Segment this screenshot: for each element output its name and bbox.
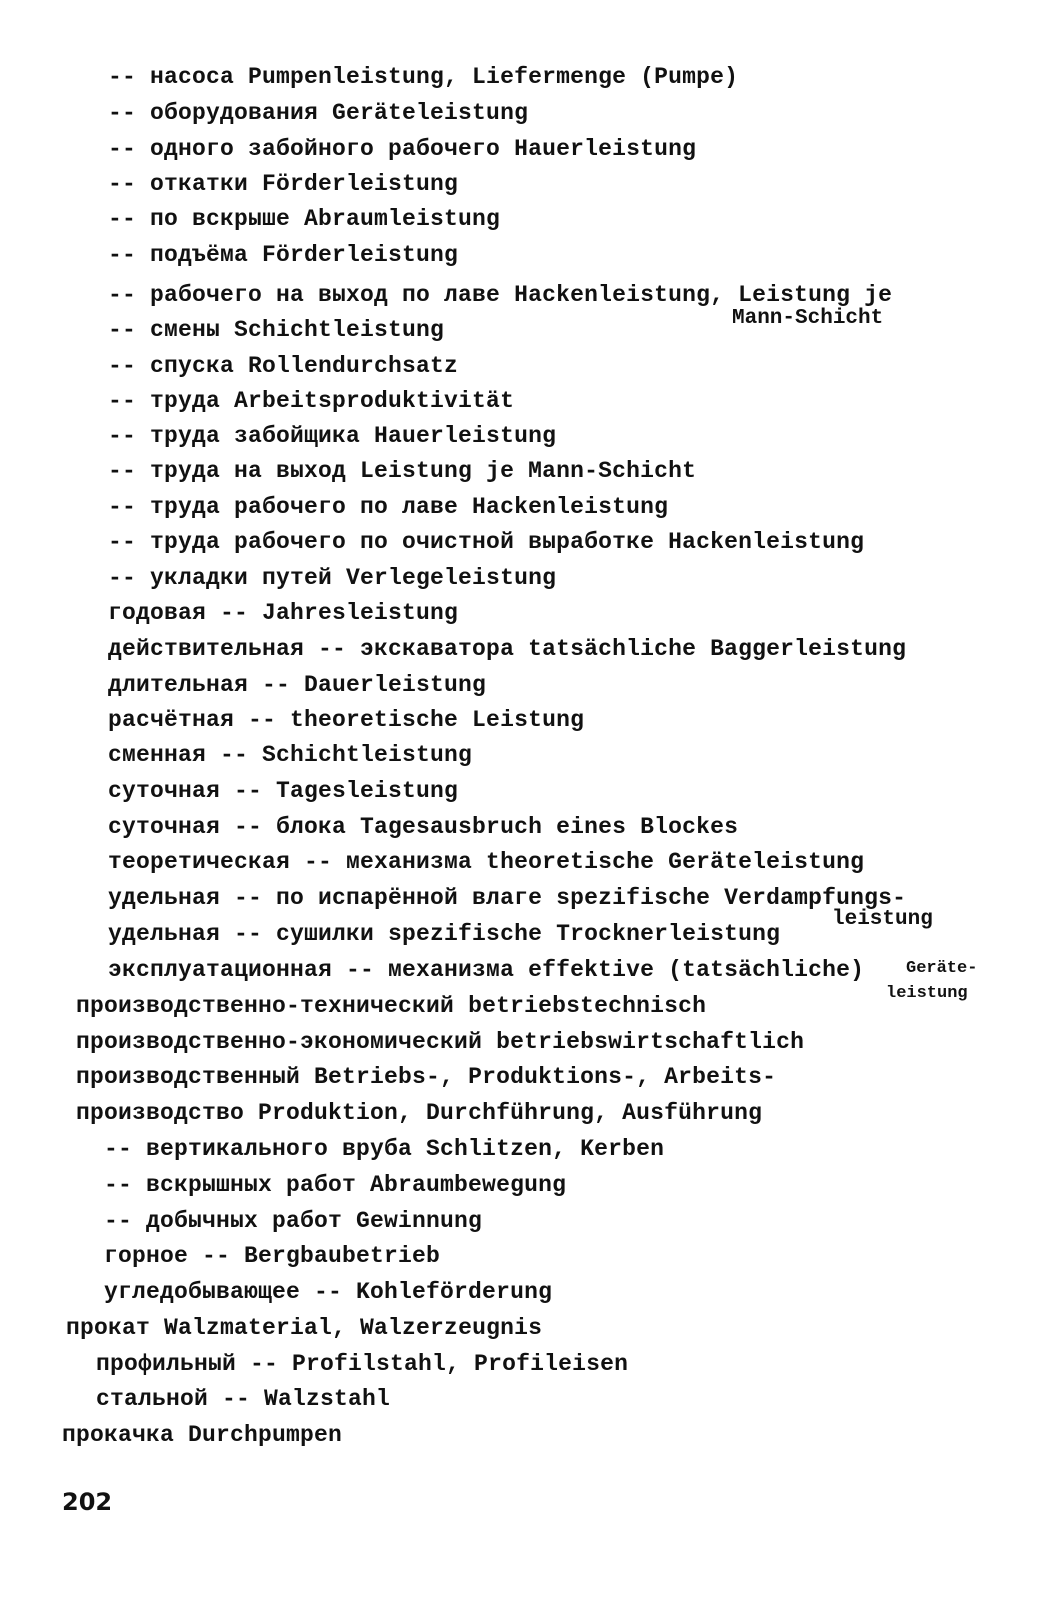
page-number: 202 <box>62 1488 113 1516</box>
continuation-note: Geräte- <box>906 959 978 978</box>
entry-line: удельная -- сушилки spezifische Trocknerleistung <box>108 921 781 947</box>
entry-line: -- добычных работ Gewinnung <box>104 1208 483 1234</box>
entry-line: сменная -- Schichtleistung <box>108 742 473 768</box>
entry-line: -- труда Arbeitsproduktivität <box>108 388 515 414</box>
entry-line: -- оборудования Geräteleistung <box>108 100 529 126</box>
entry-line: суточная -- Tagesleistung <box>108 778 459 804</box>
entry-line: -- спуска Rollendurchsatz <box>108 353 459 379</box>
entry-line: -- насоса Pumpenleistung, Liefermenge (Pumpe) <box>108 64 739 90</box>
entry-line: -- подъёма Förderleistung <box>108 242 459 268</box>
entry-line: производственный Betriebs-, Produktions-, Arbeits- <box>76 1064 777 1090</box>
entry-line: -- одного забойного рабочего Hauerleistung <box>108 136 697 162</box>
entry-line: расчётная -- theoretische Leistung <box>108 707 585 733</box>
entry-line: производственно-экономический betriebswirtschaftlich <box>76 1029 805 1055</box>
entry-line: -- вертикального вруба Schlitzen, Kerben <box>104 1136 665 1162</box>
entry-line: прокат Walzmaterial, Walzerzeugnis <box>66 1315 543 1341</box>
entry-line: годовая -- Jahresleistung <box>108 600 459 626</box>
entry-line: стальной -- Walzstahl <box>96 1386 391 1412</box>
entry-line: -- труда рабочего по лаве Hackenleistung <box>108 494 669 520</box>
entry-line: теоретическая -- механизма theoretische Geräteleistung <box>108 849 865 875</box>
entry-line: -- смены Schichtleistung <box>108 317 445 343</box>
entry-line: -- откатки Förderleistung <box>108 171 459 197</box>
entry-line: производственно-технический betriebstechnisch <box>76 993 707 1019</box>
entry-line: профильный -- Profilstahl, Profileisen <box>96 1351 629 1377</box>
entry-line: производство Produktion, Durchführung, Ausführung <box>76 1100 763 1126</box>
entry-line: -- вскрышных работ Abraumbewegung <box>104 1172 567 1198</box>
entry-line: удельная -- по испарённой влаге spezifische Verdampfungs- <box>108 885 907 911</box>
entry-line: -- по вскрыше Abraumleistung <box>108 206 501 232</box>
entry-line: -- труда рабочего по очистной выработке Hackenleistung <box>108 529 865 555</box>
entry-line: -- укладки путей Verlegeleistung <box>108 565 557 591</box>
entry-line: угледобывающее -- Kohleförderung <box>104 1279 553 1305</box>
entry-line: суточная -- блока Tagesausbruch eines Blockes <box>108 814 739 840</box>
entry-line: -- труда забойщика Hauerleistung <box>108 423 557 449</box>
continuation-note: leistung <box>886 984 968 1003</box>
entry-line: горное -- Bergbaubetrieb <box>104 1243 441 1269</box>
continuation-note: Mann-Schicht <box>732 307 884 330</box>
continuation-note: leistung <box>832 908 933 931</box>
entry-line: длительная -- Dauerleistung <box>108 672 487 698</box>
entry-line: эксплуатационная -- механизма effektive (tatsächliche) <box>108 957 865 983</box>
entry-line: прокачка Durchpumpen <box>62 1422 343 1448</box>
entry-line: -- рабочего на выход по лаве Hackenleistung, Leistung je <box>108 282 893 308</box>
entry-line: -- труда на выход Leistung je Mann-Schicht <box>108 458 697 484</box>
entry-line: действительная -- экскаватора tatsächliche Baggerleistung <box>108 636 907 662</box>
